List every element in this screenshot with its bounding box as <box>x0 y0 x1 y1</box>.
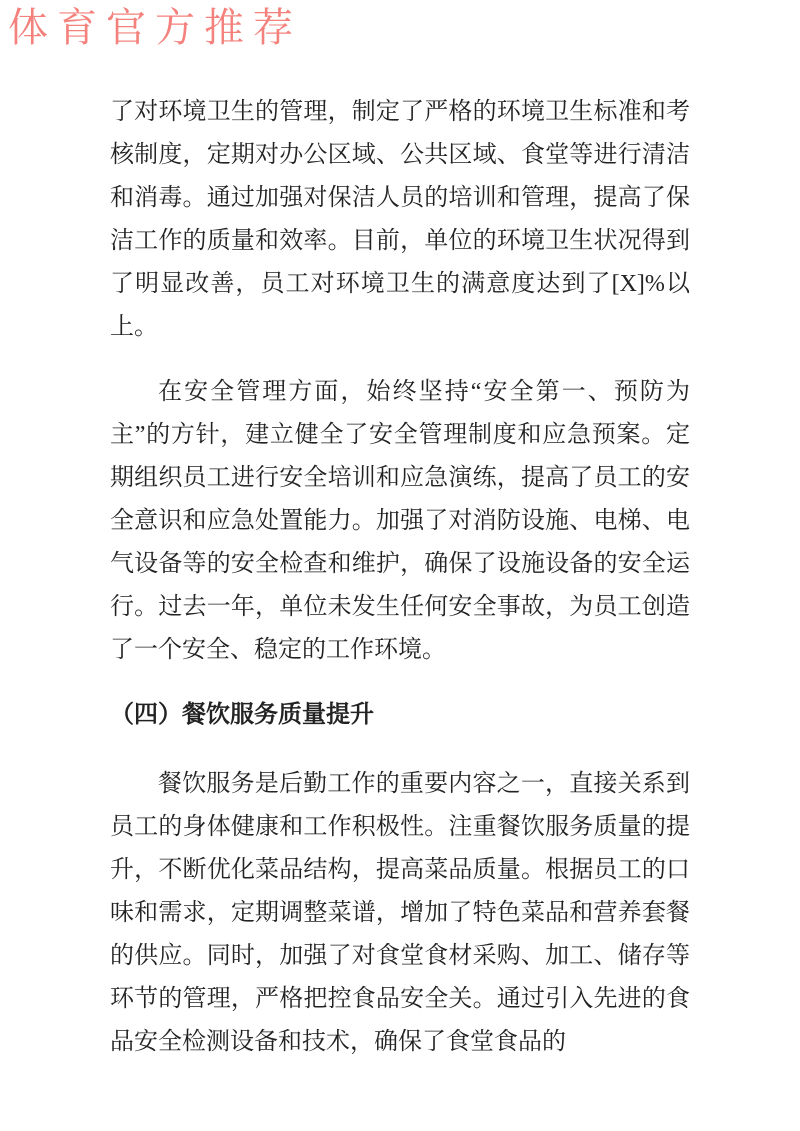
page-header-watermark: 体育官方推荐 <box>8 5 302 50</box>
document-body <box>110 91 690 1086</box>
paragraph-catering-service: 餐饮服务是后勤工作的重要内容之一，直接关系到员工的身体健康和工作积极性。注重餐饮服务质量的提升，不断优化菜品结构，提高菜品质量。根据员工的口味和需求，定期调整菜谱，增加了特色菜品和营养套餐的供应。同时，加强了对食堂食材采购、加工、储存等环节的管理，严格把控食品安全关。通过引入先进的食品安全检测设备和技术，确保了食堂食品的 <box>110 771 690 1055</box>
paragraph-safety-management: 在安全管理方面，始终坚持“安全第一、预防为主”的方针，建立健全了安全管理制度和应急预案。定期组织员工进行安全培训和应急演练，提高了员工的安全意识和应急处置能力。加强了对消防设施、电梯、电气设备等的安全检查和维护，确保了设施设备的安全运行。过去一年，单位未发生任何安全事故，为员工创造了一个安全、稳定的工作环境。 <box>110 379 690 663</box>
paragraph-environment-hygiene: 了对环境卫生的管理，制定了严格的环境卫生标准和考核制度，定期对办公区域、公共区域、食堂等进行清洁和消毒。通过加强对保洁人员的培训和管理，提高了保洁工作的质量和效率。目前，单位的环境卫生状况得到了明显改善，员工对环境卫生的满意度达到了[X]%以上。 <box>110 99 690 340</box>
section-heading-catering-quality: （四）餐饮服务质量提升 <box>110 702 374 728</box>
